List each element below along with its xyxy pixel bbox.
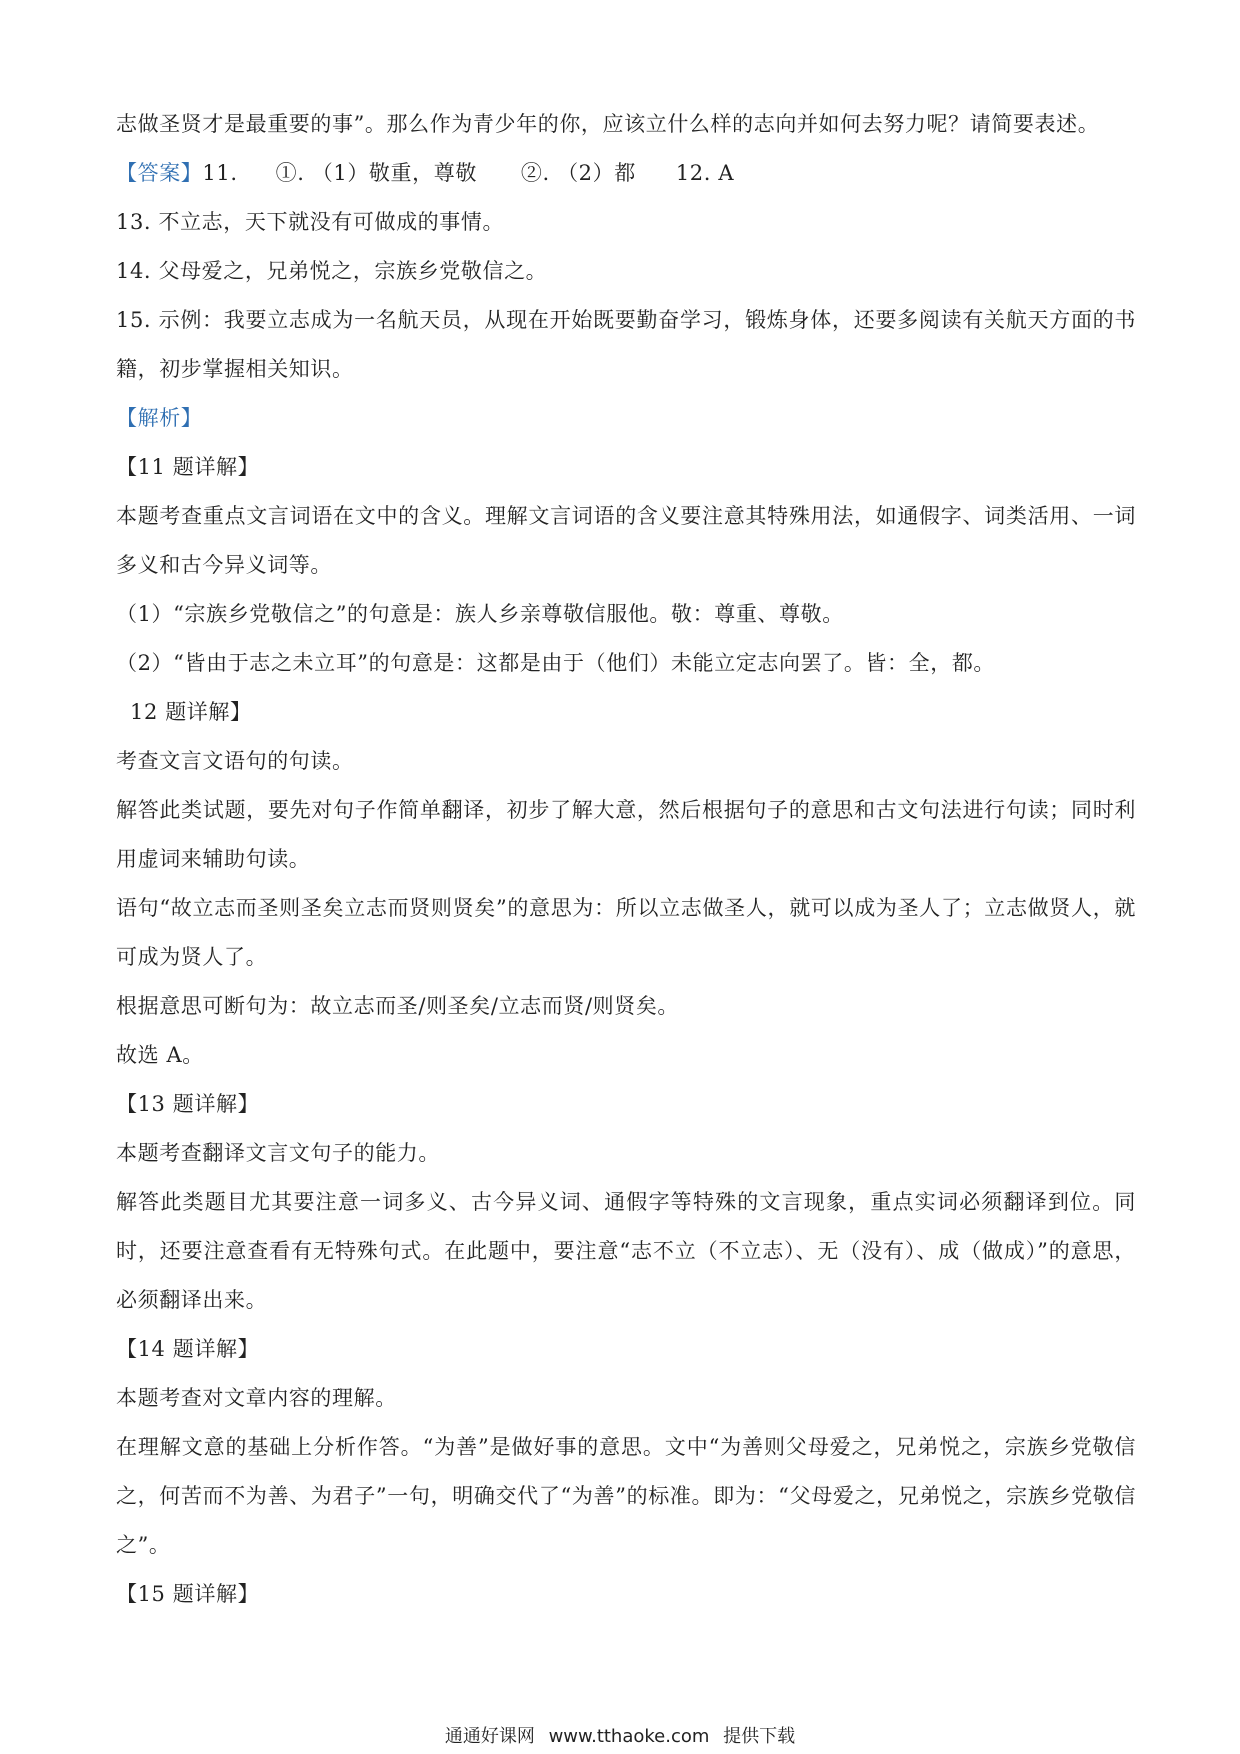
paragraph-11-1: 本题考查重点文言词语在文中的含义。理解文言词语的含义要注意其特殊用法，如通假字、词类活用、一词多义和古今异义词等。 <box>116 504 1136 577</box>
heading-15: 【15 题详解】 <box>116 1582 260 1606</box>
paragraph-11-2: （1）“宗族乡党敬信之”的句意是：族人乡亲尊敬信服他。敬：尊重、尊敬。 <box>116 602 844 626</box>
analysis-label: 【解析】 <box>116 406 203 430</box>
heading-13: 【13 题详解】 <box>116 1092 260 1116</box>
paragraph-12-4: 根据意思可断句为：故立志而圣/则圣矣/立志而贤/则贤矣。 <box>116 994 680 1018</box>
answer-label: 【答案】 <box>116 161 203 185</box>
heading-11: 【11 题详解】 <box>116 455 260 479</box>
footer-provide: 提供下载 <box>723 1726 796 1747</box>
heading-14: 【14 题详解】 <box>116 1337 260 1361</box>
answer-13: 13. 不立志，天下就没有可做成的事情。 <box>116 210 505 234</box>
paragraph-12-5: 故选 A。 <box>116 1043 204 1067</box>
answer-q11: 11. <box>202 161 238 185</box>
answer-line <box>116 149 1136 198</box>
question-text-continuation: 志做圣贤才是最重要的事”。那么作为青少年的你，应该立什么样的志向并如何去努力呢？请简要表述。 <box>116 112 1100 136</box>
paragraph-12-3: 语句“故立志而圣则圣矣立志而贤则贤矣”的意思为：所以立志做圣人，就可以成为圣人了；立志做贤人，就可成为贤人了。 <box>116 896 1136 969</box>
answer-item-1: ①. （1）敬重，尊敬 <box>275 161 477 185</box>
answer-14: 14. 父母爱之，兄弟悦之，宗族乡党敬信之。 <box>116 259 548 283</box>
paragraph-13-1: 本题考查翻译文言文句子的能力。 <box>116 1141 440 1165</box>
paragraph-12-1: 考查文言文语句的句读。 <box>116 749 354 773</box>
answer-15: 15. 示例：我要立志成为一名航天员，从现在开始既要勤奋学习，锻炼身体，还要多阅读有关航天方面的书籍，初步掌握相关知识。 <box>116 308 1136 381</box>
answer-q12: 12. A <box>675 161 735 185</box>
footer-site-name: 通通好课网 <box>444 1726 535 1747</box>
footer-url[interactable]: www.tthaoke.com <box>548 1726 710 1747</box>
paragraph-12-2: 解答此类试题，要先对句子作简单翻译，初步了解大意，然后根据句子的意思和古文句法进行句读；同时利用虚词来辅助句读。 <box>116 798 1136 871</box>
answer-item-2: ②. （2）都 <box>520 161 636 185</box>
page-footer <box>0 1722 1240 1748</box>
paragraph-11-3: （2）“皆由于志之未立耳”的句意是：这都是由于（他们）未能立定志向罢了。皆：全，都。 <box>116 651 996 675</box>
paragraph-14-1: 本题考查对文章内容的理解。 <box>116 1386 397 1410</box>
heading-12: 12 题详解】 <box>130 700 252 724</box>
document-body <box>116 100 1136 1619</box>
paragraph-13-2: 解答此类题目尤其要注意一词多义、古今异义词、通假字等特殊的文言现象，重点实词必须翻译到位。同时，还要注意查看有无特殊句式。在此题中，要注意“志不立（不立志）、无（没有）、成（做成）”的意思，必须翻译出来。 <box>116 1190 1136 1312</box>
paragraph-14-2: 在理解文意的基础上分析作答。“为善”是做好事的意思。文中“为善则父母爱之，兄弟悦之，宗族乡党敬信之，何苦而不为善、为君子”一句，明确交代了“为善”的标准。即为：“父母爱之，兄弟悦之，宗族乡党敬信之”。 <box>116 1435 1136 1557</box>
